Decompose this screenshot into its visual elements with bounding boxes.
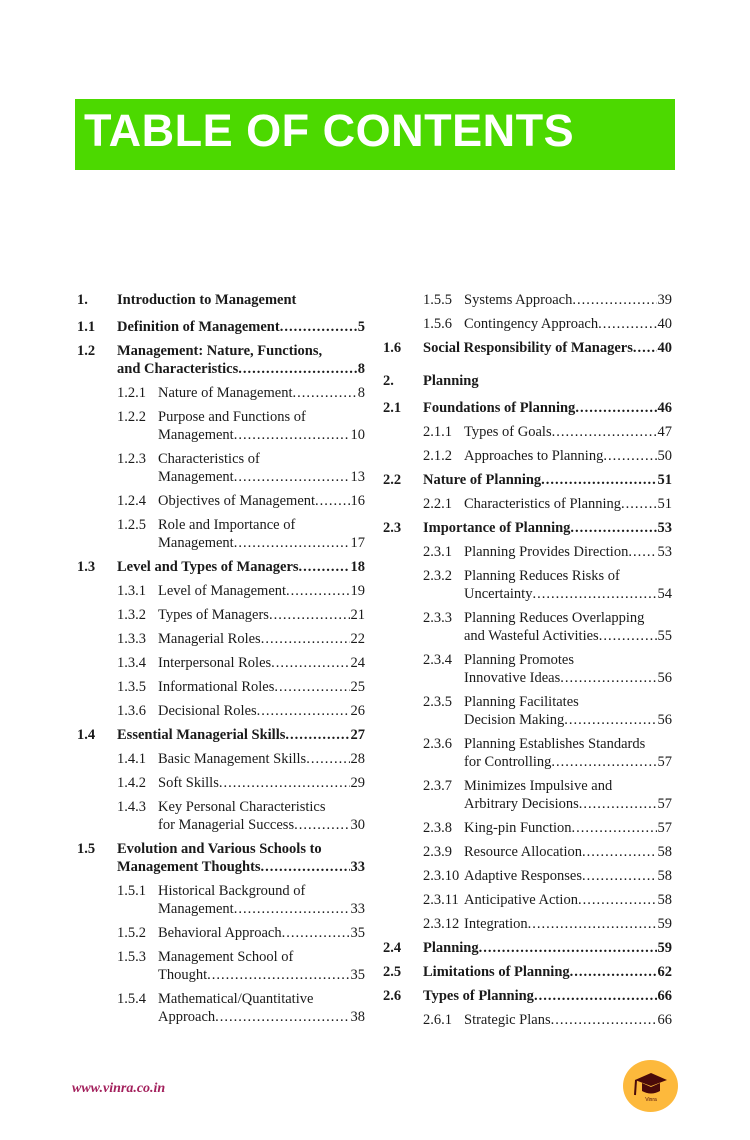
dot-leader (598, 315, 656, 333)
entry-title: Resource Allocation (464, 844, 582, 860)
dot-leader (532, 585, 656, 603)
entry-title: Approach (158, 1009, 216, 1025)
toc-entry[interactable] (77, 726, 365, 744)
page-number: 33 (350, 859, 365, 875)
page-number: 53 (657, 520, 672, 536)
entry-number: 2.3.1 (423, 544, 452, 560)
title-banner (75, 99, 675, 170)
entry-title: Purpose and Functions of (158, 409, 306, 425)
dot-leader (292, 384, 356, 402)
entry-title: Foundations of Planning (423, 400, 576, 416)
entry-number: 1.3.3 (117, 631, 146, 647)
toc-entry[interactable] (383, 777, 672, 813)
entry-number: 2.3.5 (423, 694, 452, 710)
page-number: 56 (657, 670, 672, 686)
toc-entry[interactable] (77, 630, 365, 648)
toc-entry[interactable] (77, 798, 365, 834)
dot-leader (572, 291, 656, 309)
entry-number: 1.4 (77, 727, 96, 743)
entry-title: Planning Provides Direction (464, 544, 629, 560)
entry-number: 2.3.9 (423, 844, 452, 860)
page-number: 35 (350, 967, 365, 983)
toc-entry[interactable] (383, 447, 672, 465)
page-number: 58 (657, 844, 672, 860)
page-number: 25 (350, 679, 365, 695)
entry-title: Management (158, 901, 234, 917)
entry-title: Management (158, 469, 234, 485)
dot-leader (207, 966, 349, 984)
entry-number: 1.5.4 (117, 991, 146, 1007)
dot-leader (282, 924, 350, 942)
page-number: 26 (350, 703, 365, 719)
toc-entry[interactable] (77, 948, 365, 984)
dot-leader (633, 339, 657, 357)
toc-entry[interactable] (383, 1011, 672, 1029)
dot-leader (582, 867, 657, 885)
entry-number: 2.3 (383, 520, 402, 536)
dot-leader (603, 447, 656, 465)
page-number: 18 (350, 559, 365, 575)
dot-leader (219, 774, 350, 792)
entry-title: Characteristics of (158, 451, 260, 467)
page-number: 50 (657, 448, 672, 464)
dot-leader (215, 1008, 349, 1026)
entry-number: 2.3.3 (423, 610, 452, 626)
entry-number: 1.5.2 (117, 925, 146, 941)
toc-entry[interactable] (383, 423, 672, 441)
dot-leader (572, 819, 657, 837)
entry-title: Anticipative Action (464, 892, 578, 908)
page-number: 55 (657, 628, 672, 644)
page-number: 21 (350, 607, 365, 623)
page-number: 58 (657, 868, 672, 884)
dot-leader (299, 558, 350, 576)
page-number: 59 (657, 940, 672, 956)
entry-title: Contingency Approach (464, 316, 599, 332)
entry-title: Definition of Management (117, 319, 280, 335)
dot-leader (551, 1011, 657, 1029)
page-number: 19 (350, 583, 365, 599)
entry-number: 1.3.2 (117, 607, 146, 623)
entry-title: Planning (423, 940, 479, 956)
entry-number: 2.1 (383, 400, 402, 416)
dot-leader (238, 360, 357, 378)
dot-leader (257, 702, 350, 720)
entry-number: 1.3.5 (117, 679, 146, 695)
entry-title: Management (158, 535, 234, 551)
entry-number: 1.2.5 (117, 517, 146, 533)
entry-number: 1.2.4 (117, 493, 146, 509)
toc-entry[interactable] (77, 702, 365, 720)
toc-entry[interactable] (77, 384, 365, 402)
entry-title: Adaptive Responses (464, 868, 582, 884)
page-number: 66 (657, 988, 672, 1004)
toc-entry[interactable] (77, 318, 365, 336)
vinra-logo (623, 1060, 678, 1112)
entry-number: 2.3.8 (423, 820, 452, 836)
entry-title: Planning Promotes (464, 652, 574, 668)
dot-leader (294, 816, 349, 834)
entry-number: 1.4.2 (117, 775, 146, 791)
website-link[interactable]: www.vinra.co.in (72, 1081, 166, 1096)
entry-title: Key Personal Characteristics (158, 799, 326, 815)
dot-leader (261, 630, 350, 648)
entry-title: Objectives of Management (158, 493, 316, 509)
dot-leader (285, 726, 349, 744)
page-number: 27 (350, 727, 365, 743)
page-number: 10 (350, 427, 365, 443)
dot-leader (564, 711, 656, 729)
page-number: 46 (657, 400, 672, 416)
toc-chapter-heading[interactable] (77, 291, 365, 309)
entry-number: 1. (77, 292, 88, 308)
entry-title: Basic Management Skills (158, 751, 307, 767)
entry-number: 1.4.1 (117, 751, 146, 767)
entry-number: 2.3.10 (423, 868, 460, 884)
entry-number: 1.3.6 (117, 703, 146, 719)
toc-entry[interactable] (383, 939, 672, 957)
page-number: 57 (657, 754, 672, 770)
page-number: 59 (657, 916, 672, 932)
entry-number: 1.2.2 (117, 409, 146, 425)
toc-entry[interactable] (77, 408, 365, 444)
toc-entry[interactable] (383, 567, 672, 603)
entry-title: Soft Skills (158, 775, 219, 791)
page-number: 24 (350, 655, 365, 671)
page-number: 40 (657, 340, 672, 356)
entry-title: Systems Approach (464, 292, 573, 308)
page-number: 5 (357, 319, 365, 335)
entry-number: 1.2.3 (117, 451, 146, 467)
dot-leader (551, 753, 656, 771)
entry-number: 1.3 (77, 559, 96, 575)
page-number: 16 (350, 493, 365, 509)
entry-title: Planning Reduces Overlapping (464, 610, 645, 626)
page-number: 29 (350, 775, 365, 791)
page-number: 47 (657, 424, 672, 440)
page-number: 66 (657, 1012, 672, 1028)
page-number: 30 (350, 817, 365, 833)
entry-title: Level and Types of Managers (117, 559, 299, 575)
entry-title: Decisional Roles (158, 703, 257, 719)
dot-leader (274, 678, 349, 696)
entry-number: 1.6 (383, 340, 402, 356)
toc-entry[interactable] (383, 519, 672, 537)
page-number: 39 (657, 292, 672, 308)
entry-number: 1.4.3 (117, 799, 146, 815)
entry-title: Decision Making (464, 712, 565, 728)
entry-number: 2.1.2 (423, 448, 452, 464)
entry-number: 2.3.6 (423, 736, 452, 752)
entry-title: Types of Goals (464, 424, 552, 440)
page-number: 57 (657, 796, 672, 812)
dot-leader (552, 423, 657, 441)
dot-leader (306, 750, 349, 768)
entry-number: 1.5.6 (423, 316, 452, 332)
dot-leader (628, 543, 656, 561)
page-number: 62 (657, 964, 672, 980)
toc-entry[interactable] (77, 606, 365, 624)
entry-number: 2.2.1 (423, 496, 452, 512)
dot-leader (541, 471, 656, 489)
dot-leader (234, 534, 350, 552)
dot-leader (528, 915, 657, 933)
entry-title: Types of Managers (158, 607, 269, 623)
entry-title: Minimizes Impulsive and (464, 778, 613, 794)
entry-title: Management School of (158, 949, 294, 965)
page-number: 8 (357, 361, 365, 377)
entry-title: Importance of Planning (423, 520, 571, 536)
entry-number: 1.3.1 (117, 583, 146, 599)
toc-entry[interactable] (77, 516, 365, 552)
toc-entry[interactable] (383, 735, 672, 771)
entry-number: 2.6 (383, 988, 402, 1004)
entry-title: Types of Planning (423, 988, 534, 1004)
dot-leader (560, 669, 656, 687)
entry-title: Interpersonal Roles (158, 655, 272, 671)
page-number: 33 (350, 901, 365, 917)
entry-title: and Wasteful Activities (464, 628, 599, 644)
dot-leader (570, 963, 657, 981)
entry-title: Characteristics of Planning (464, 496, 622, 512)
entry-title: Planning Facilitates (464, 694, 579, 710)
toc-entry[interactable] (77, 750, 365, 768)
toc-entry[interactable] (77, 990, 365, 1026)
entry-title: Thought (158, 967, 208, 983)
entry-number: 2.3.4 (423, 652, 452, 668)
entry-title: Introduction to Management (117, 292, 297, 308)
toc-column-right (383, 291, 672, 1029)
entry-number: 1.2.1 (117, 385, 146, 401)
entry-title: Behavioral Approach (158, 925, 282, 941)
dot-leader (261, 858, 350, 876)
entry-title: Innovative Ideas (464, 670, 561, 686)
entry-title: Uncertainty (464, 586, 533, 602)
page-number: 51 (657, 472, 672, 488)
entry-number: 2.6.1 (423, 1012, 452, 1028)
logo-text: Vinra (645, 1097, 657, 1103)
dot-leader (286, 582, 349, 600)
dot-leader (599, 627, 657, 645)
entry-title: Informational Roles (158, 679, 275, 695)
entry-number: 2.3.7 (423, 778, 452, 794)
toc-entry[interactable] (383, 471, 672, 489)
page-number: 38 (350, 1009, 365, 1025)
dot-leader (280, 318, 357, 336)
entry-title: Planning (423, 373, 479, 389)
toc-entry[interactable] (383, 315, 672, 333)
toc-chapter-heading[interactable] (383, 372, 672, 390)
entry-title: Approaches to Planning (464, 448, 604, 464)
entry-title: for Managerial Success (158, 817, 295, 833)
entry-title: and Characteristics (117, 361, 239, 377)
dot-leader (575, 399, 656, 417)
dot-leader (582, 843, 657, 861)
dot-leader (234, 900, 350, 918)
toc-entry[interactable] (383, 651, 672, 687)
dot-leader (570, 519, 656, 537)
page-number: 57 (657, 820, 672, 836)
toc-entry[interactable] (383, 609, 672, 645)
entry-title: Social Responsibility of Managers (423, 340, 633, 356)
toc-entry[interactable] (77, 882, 365, 918)
toc-entry[interactable] (383, 891, 672, 909)
toc-entry[interactable] (77, 342, 365, 378)
entry-number: 1.5.1 (117, 883, 146, 899)
entry-number: 1.1 (77, 319, 96, 335)
entry-title: Nature of Planning (423, 472, 542, 488)
toc-entry[interactable] (77, 450, 365, 486)
entry-title: Managerial Roles (158, 631, 261, 647)
toc-entry[interactable] (383, 987, 672, 1005)
entry-title: Mathematical/Quantitative (158, 991, 314, 1007)
entry-title: for Controlling (464, 754, 552, 770)
page-number: 28 (350, 751, 365, 767)
toc-entry[interactable] (77, 654, 365, 672)
entry-number: 2.1.1 (423, 424, 452, 440)
toc-entry[interactable] (383, 399, 672, 417)
entry-number: 1.3.4 (117, 655, 146, 671)
entry-title: Limitations of Planning (423, 964, 570, 980)
graduation-cap-icon (623, 1060, 678, 1112)
page-number: 17 (350, 535, 365, 551)
entry-title: Strategic Plans (464, 1012, 551, 1028)
toc-entry[interactable] (77, 582, 365, 600)
entry-number: 1.2 (77, 343, 96, 359)
entry-number: 2.3.11 (423, 892, 459, 908)
entry-title: Planning Establishes Standards (464, 736, 646, 752)
toc-entry[interactable] (383, 819, 672, 837)
toc-entry[interactable] (77, 924, 365, 942)
entry-title: Management: Nature, Functions, (117, 343, 323, 359)
page-number: 22 (350, 631, 365, 647)
dot-leader (579, 795, 657, 813)
toc-entry[interactable] (383, 915, 672, 933)
page-title: TABLE OF CONTENTS (84, 105, 575, 156)
toc-entry[interactable] (383, 843, 672, 861)
page-number: 54 (657, 586, 672, 602)
page-number: 56 (657, 712, 672, 728)
toc-entry[interactable] (383, 867, 672, 885)
page-number: 8 (357, 385, 365, 401)
entry-number: 2.4 (383, 940, 402, 956)
entry-title: Nature of Management (158, 385, 293, 401)
entry-number: 2. (383, 373, 394, 389)
toc-entry[interactable] (383, 339, 672, 357)
page-number: 53 (657, 544, 672, 560)
dot-leader (479, 939, 657, 957)
toc-column-left (77, 291, 365, 1026)
toc-entry[interactable] (383, 693, 672, 729)
toc-entry[interactable] (77, 678, 365, 696)
dot-leader (534, 987, 657, 1005)
entry-title: King-pin Function (464, 820, 572, 836)
dot-leader (271, 654, 349, 672)
dot-leader (621, 495, 656, 513)
dot-leader (315, 492, 349, 510)
page-number: 58 (657, 892, 672, 908)
toc-entry[interactable] (383, 495, 672, 513)
dot-leader (234, 468, 350, 486)
entry-title: Evolution and Various Schools to (117, 841, 322, 857)
entry-title: Integration (464, 916, 528, 932)
entry-number: 2.3.2 (423, 568, 452, 584)
toc-entry[interactable] (383, 291, 672, 309)
entry-number: 1.5.3 (117, 949, 146, 965)
entry-title: Role and Importance of (158, 517, 296, 533)
dot-leader (269, 606, 350, 624)
entry-number: 1.5 (77, 841, 96, 857)
toc-entry[interactable] (383, 543, 672, 561)
entry-number: 1.5.5 (423, 292, 452, 308)
entry-title: Essential Managerial Skills (117, 727, 286, 743)
entry-title: Level of Management (158, 583, 287, 599)
entry-title: Historical Background of (158, 883, 306, 899)
toc-entry[interactable] (77, 492, 365, 510)
entry-number: 2.2 (383, 472, 402, 488)
page-number: 35 (350, 925, 365, 941)
page-number: 51 (657, 496, 672, 512)
entry-title: Planning Reduces Risks of (464, 568, 620, 584)
toc-entry[interactable] (77, 558, 365, 576)
page-number: 13 (350, 469, 365, 485)
toc-entry[interactable] (77, 774, 365, 792)
entry-title: Management Thoughts (117, 859, 261, 875)
entry-number: 2.5 (383, 964, 402, 980)
entry-number: 2.3.12 (423, 916, 460, 932)
toc-entry[interactable] (77, 840, 365, 876)
dot-leader (578, 891, 657, 909)
page-number: 40 (657, 316, 672, 332)
dot-leader (234, 426, 350, 444)
entry-title: Arbitrary Decisions (464, 796, 579, 812)
entry-title: Management (158, 427, 234, 443)
toc-entry[interactable] (383, 963, 672, 981)
